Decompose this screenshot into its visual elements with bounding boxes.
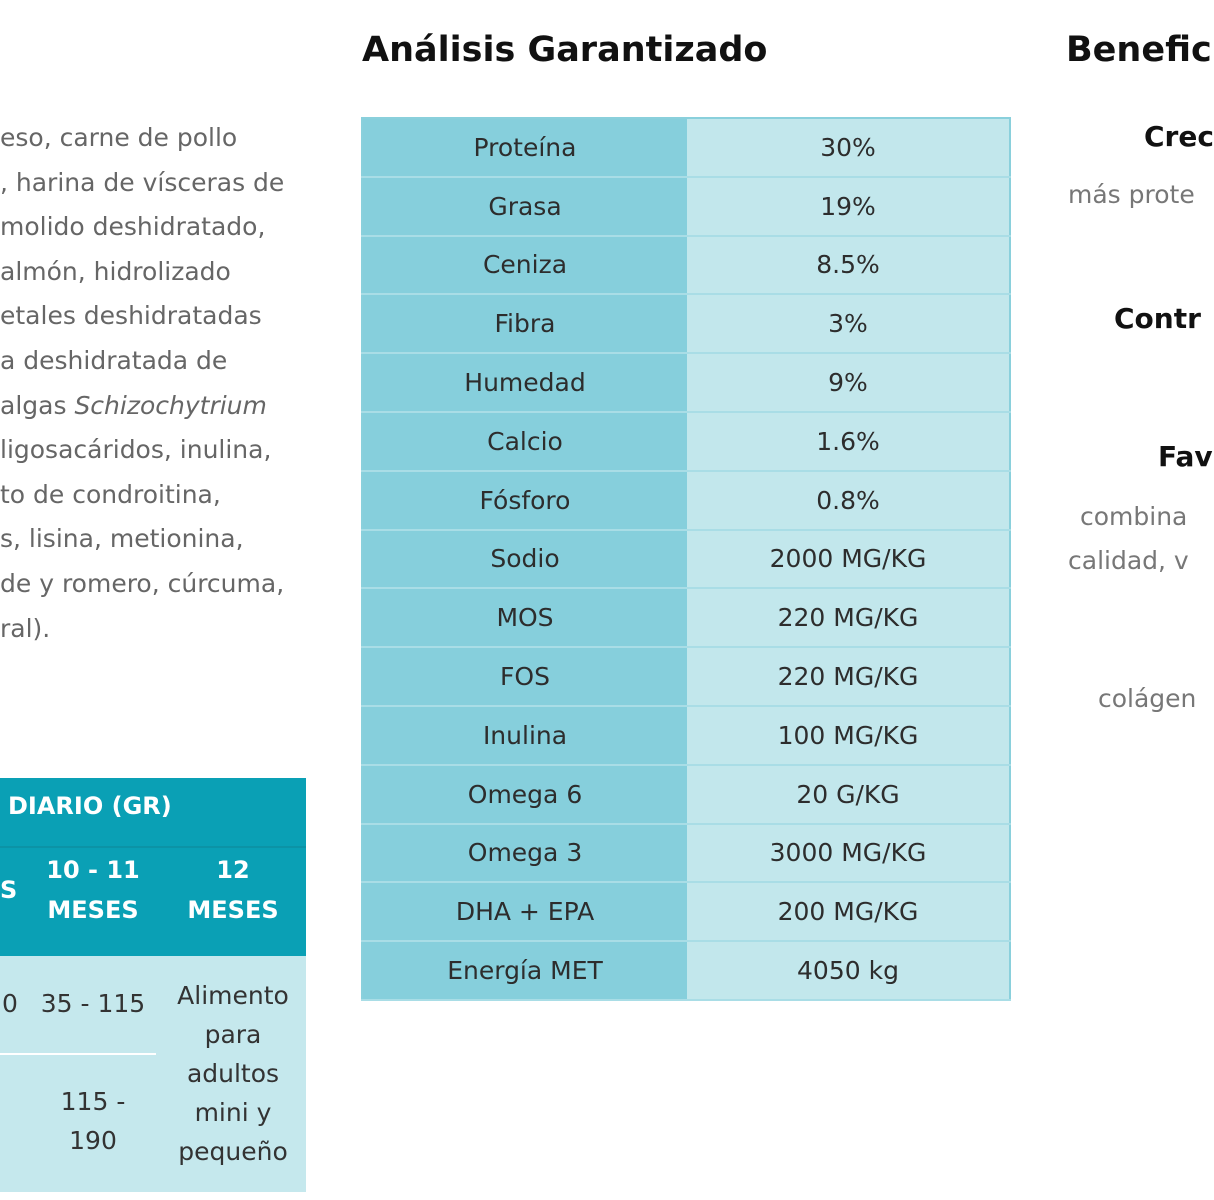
benefit-text: calidad, v bbox=[1068, 546, 1189, 575]
feeding-col-12: 12 MESES bbox=[187, 856, 279, 924]
feeding-table-title: DIARIO (GR) bbox=[8, 792, 172, 820]
nutrient-value: 9% bbox=[687, 353, 1010, 412]
analysis-row bbox=[362, 824, 1010, 883]
analysis-table bbox=[361, 117, 1011, 1001]
nutrient-name: Inulina bbox=[362, 706, 687, 765]
feeding-cell: Alimento para adultos mini y pequeño bbox=[177, 981, 289, 1166]
nutrient-name: MOS bbox=[362, 588, 687, 647]
nutrient-value: 19% bbox=[687, 177, 1010, 236]
ingredients-line: ligosacáridos, inulina, bbox=[0, 435, 272, 465]
nutrient-name: Energía MET bbox=[362, 941, 687, 1000]
ingredients-line: ral). bbox=[0, 613, 51, 643]
nutrient-value: 220 MG/KG bbox=[687, 588, 1010, 647]
benefit-text: colágen bbox=[1098, 684, 1197, 713]
analysis-row bbox=[362, 236, 1010, 295]
nutrient-name: DHA + EPA bbox=[362, 882, 687, 941]
ingredients-line: algas Schizochytrium bbox=[0, 390, 267, 420]
feeding-cell: 115 - 190 bbox=[60, 1087, 126, 1155]
nutrient-name: Sodio bbox=[362, 530, 687, 589]
ingredients-line: molido deshidratado, bbox=[0, 212, 266, 242]
feeding-cell: 35 - 115 bbox=[40, 989, 146, 1018]
nutrient-value: 220 MG/KG bbox=[687, 647, 1010, 706]
nutrient-value: 3000 MG/KG bbox=[687, 824, 1010, 883]
analysis-row bbox=[362, 294, 1010, 353]
feeding-col-partial: S bbox=[0, 876, 18, 904]
analysis-row bbox=[362, 588, 1010, 647]
nutrient-name: Calcio bbox=[362, 412, 687, 471]
nutrient-value: 4050 kg bbox=[687, 941, 1010, 1000]
nutrient-name: Humedad bbox=[362, 353, 687, 412]
feeding-col-10-11: 10 - 11 MESES bbox=[46, 856, 140, 924]
analysis-row bbox=[362, 412, 1010, 471]
benefits-title: Benefic bbox=[1066, 30, 1212, 70]
nutrient-value: 2000 MG/KG bbox=[687, 530, 1010, 589]
nutrient-value: 8.5% bbox=[687, 236, 1010, 295]
nutrient-name: Ceniza bbox=[362, 236, 687, 295]
analysis-row bbox=[362, 353, 1010, 412]
benefit-heading: Crec bbox=[1144, 120, 1214, 153]
ingredients-line: s, lisina, metionina, bbox=[0, 524, 244, 554]
nutrient-value: 3% bbox=[687, 294, 1010, 353]
ingredients-line: almón, hidrolizado bbox=[0, 256, 231, 286]
nutrient-value: 0.8% bbox=[687, 471, 1010, 530]
nutrient-name: Proteína bbox=[362, 118, 687, 177]
feeding-cell: 0 bbox=[2, 989, 18, 1018]
nutrient-value: 30% bbox=[687, 118, 1010, 177]
analysis-row bbox=[362, 647, 1010, 706]
nutrient-name: Omega 3 bbox=[362, 824, 687, 883]
nutrient-value: 1.6% bbox=[687, 412, 1010, 471]
nutrient-name: Omega 6 bbox=[362, 765, 687, 824]
analysis-row bbox=[362, 941, 1010, 1000]
nutrient-name: Grasa bbox=[362, 177, 687, 236]
analysis-title: Análisis Garantizado bbox=[362, 30, 768, 70]
nutrient-name: FOS bbox=[362, 647, 687, 706]
analysis-row bbox=[362, 706, 1010, 765]
ingredients-line: a deshidratada de bbox=[0, 345, 228, 375]
analysis-row bbox=[362, 530, 1010, 589]
analysis-row bbox=[362, 882, 1010, 941]
feeding-table-body bbox=[0, 956, 306, 1192]
benefit-heading: Contr bbox=[1114, 302, 1201, 335]
analysis-row bbox=[362, 118, 1010, 177]
benefit-heading: Fav bbox=[1158, 440, 1213, 473]
nutrient-value: 100 MG/KG bbox=[687, 706, 1010, 765]
feeding-table-header bbox=[0, 778, 306, 956]
benefit-text: combina bbox=[1080, 502, 1188, 531]
ingredients-line: de y romero, cúrcuma, bbox=[0, 568, 285, 598]
ingredients-line: , harina de vísceras de bbox=[0, 167, 285, 197]
header-divider bbox=[0, 846, 306, 848]
row-divider bbox=[0, 1053, 156, 1055]
nutrient-name: Fósforo bbox=[362, 471, 687, 530]
ingredients-line: eso, carne de pollo bbox=[0, 123, 238, 152]
analysis-row bbox=[362, 177, 1010, 236]
ingredients-text bbox=[0, 116, 320, 651]
analysis-row bbox=[362, 471, 1010, 530]
benefit-text: más prote bbox=[1068, 180, 1195, 209]
ingredients-line: etales deshidratadas bbox=[0, 301, 262, 331]
nutrient-value: 20 G/KG bbox=[687, 765, 1010, 824]
nutrient-value: 200 MG/KG bbox=[687, 882, 1010, 941]
ingredients-line: to de condroitina, bbox=[0, 479, 221, 509]
nutrient-name: Fibra bbox=[362, 294, 687, 353]
analysis-row bbox=[362, 765, 1010, 824]
